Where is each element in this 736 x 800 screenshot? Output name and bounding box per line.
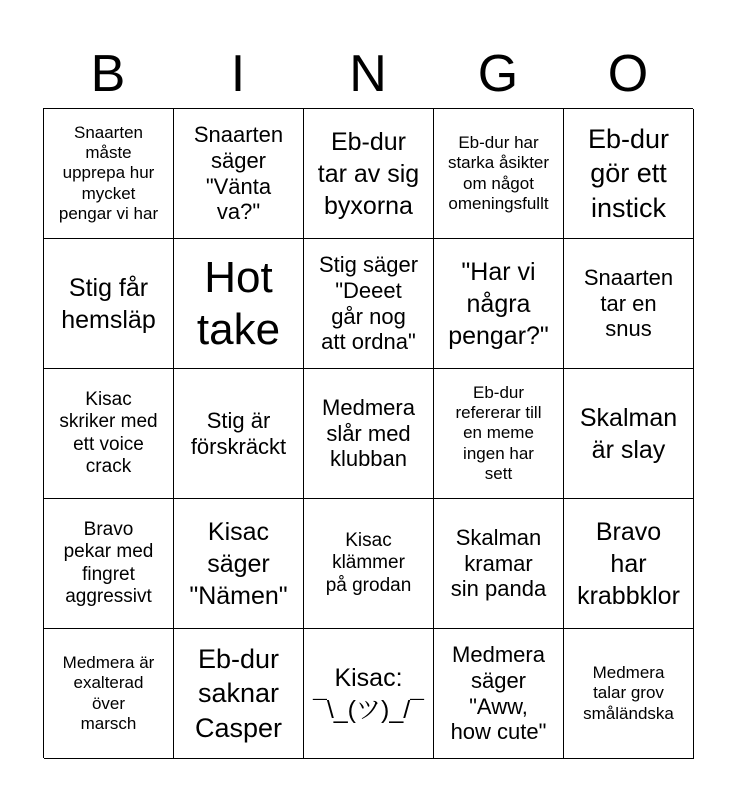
bingo-cell-text: Kisac skriker med ett voice crack [59,388,158,477]
bingo-cell[interactable] [304,629,434,759]
bingo-cell[interactable] [434,499,564,629]
bingo-cell[interactable] [564,109,694,239]
bingo-cell-text: Kisac: ¯\_(ツ)_/¯ [313,663,424,724]
bingo-cell-text: Stig är förskräckt [190,407,287,459]
header-letter-o: O [607,45,649,103]
bingo-cell[interactable] [44,369,174,499]
bingo-cell-text: Medmera är exalterad över marsch [62,653,155,733]
bingo-cell-text: Stig får hemsläp [61,273,156,334]
bingo-cell-text: Medmera säger "Aww, how cute" [450,641,547,745]
bingo-cell-text: Skalman är slay [579,403,678,464]
bingo-cell[interactable] [434,109,564,239]
bingo-cell-text: Hot take [196,252,281,354]
bingo-cell[interactable] [564,629,694,759]
bingo-cell[interactable] [564,499,694,629]
header-letter-n: N [349,45,387,103]
bingo-cell-text: Snaarten tar en snus [583,264,674,342]
bingo-cell[interactable] [44,499,174,629]
bingo-cell[interactable] [564,239,694,369]
bingo-cell[interactable] [44,239,174,369]
bingo-cell-text: Kisac klämmer på grodan [325,529,412,596]
bingo-cell-text: Medmera talar grov småländska [583,663,674,723]
bingo-cell[interactable] [434,629,564,759]
bingo-cell-text: Bravo har krabbklor [577,517,680,610]
bingo-cell-text: Medmera slår med klubban [322,394,415,472]
bingo-cell-text: "Har vi några pengar?" [448,257,549,350]
bingo-cell[interactable] [174,239,304,369]
bingo-cell-text: Kisac säger "Nämen" [189,517,288,610]
bingo-cell-text: Skalman kramar sin panda [450,524,547,602]
bingo-cell[interactable] [174,109,304,239]
bingo-cell[interactable] [174,499,304,629]
bingo-cell[interactable] [44,629,174,759]
bingo-cell[interactable] [44,109,174,239]
bingo-cell-text: Eb-dur refererar till en meme ingen har sett [455,383,542,483]
bingo-cell-text: Eb-dur gör ett instick [587,123,670,223]
bingo-cell-text: Eb-dur saknar Casper [194,643,283,743]
bingo-cell-text: Snaarten säger "Vänta va?" [193,121,284,225]
header-letter-b: B [90,45,126,103]
bingo-cell-text: Stig säger "Deeet går nog att ordna" [318,251,419,355]
bingo-cell[interactable] [434,369,564,499]
bingo-cell[interactable] [304,369,434,499]
bingo-cell[interactable] [304,499,434,629]
bingo-cell[interactable] [304,239,434,369]
bingo-cell[interactable] [304,109,434,239]
bingo-cell[interactable] [564,369,694,499]
bingo-cell-text: Bravo pekar med fingret aggressivt [63,518,154,607]
bingo-grid [43,108,693,758]
bingo-cell[interactable] [434,239,564,369]
bingo-cell-text: Snaarten måste upprepa hur mycket pengar vi har [58,123,159,223]
header-letter-i: I [230,45,246,103]
bingo-cell[interactable] [174,369,304,499]
bingo-cell-text: Eb-dur har starka åsikter om något omeningsfullt [447,133,550,213]
bingo-cell[interactable] [174,629,304,759]
header-letter-g: G [477,45,519,103]
bingo-header [43,40,693,108]
bingo-cell-text: Eb-dur tar av sig byxorna [317,127,420,220]
